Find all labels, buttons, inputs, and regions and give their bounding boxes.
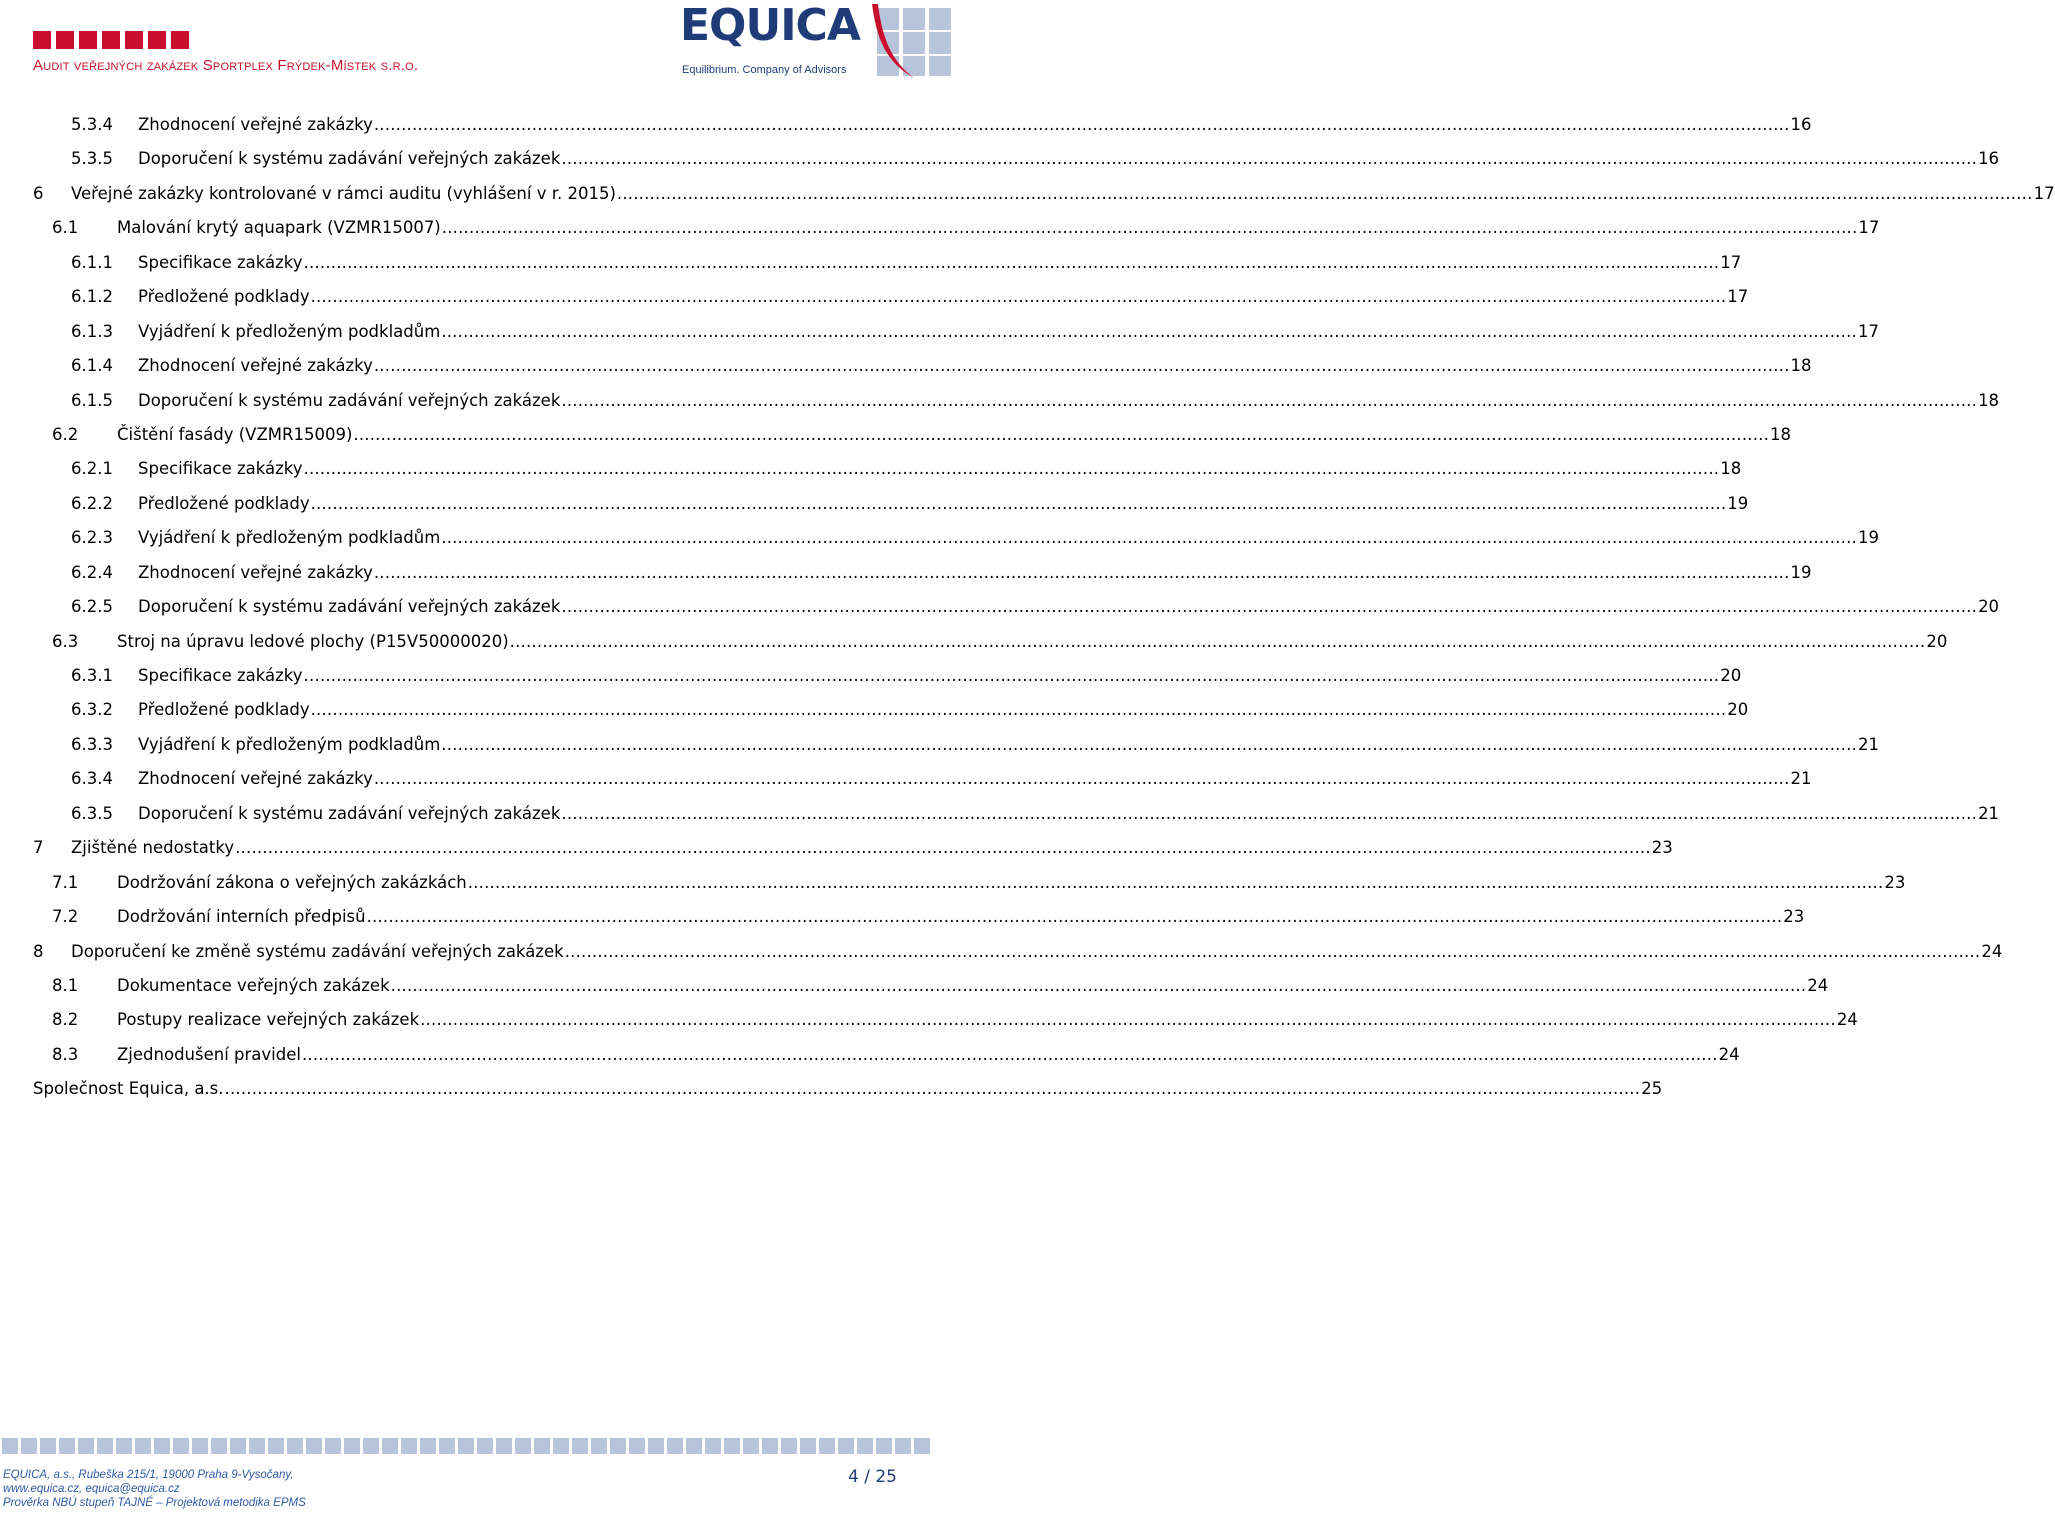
toc-dot-leader: .................................................................................................................................................................................................................................................................... <box>373 115 1790 134</box>
toc-entry-number: 6.3.1 <box>71 666 113 685</box>
toc-entry[interactable] <box>0 211 1880 245</box>
toc-entry-title: Dodržování zákona o veřejných zakázkách <box>117 872 467 892</box>
toc-entry-page: 21 <box>1857 734 1879 754</box>
toc-entry-number: 5.3.5 <box>71 149 113 169</box>
toc-entry[interactable] <box>0 900 1805 934</box>
toc-dot-leader: .................................................................................................................................................................................................................................................................... <box>353 424 1770 444</box>
toc-entry-page: 16 <box>1790 115 1812 134</box>
footer-square <box>344 1438 360 1454</box>
footer-square <box>477 1438 493 1454</box>
toc-entry-title: Předložené podklady <box>138 287 310 307</box>
toc-entry-title: Dodržování interních předpisů <box>117 907 366 927</box>
toc-dot-leader: .................................................................................................................................................................................................................................................................... <box>366 907 1783 927</box>
toc-entry-title: Zhodnocení veřejné zakázky <box>138 769 373 789</box>
toc-entry[interactable] <box>0 315 1879 349</box>
toc-entry-line <box>138 556 1812 590</box>
footer-square <box>135 1438 151 1454</box>
toc-entry-number: 6.1.2 <box>71 287 113 307</box>
toc-entry-number: 6.3.5 <box>71 803 113 823</box>
toc-entry-number: 6.2.5 <box>71 597 113 617</box>
footer-square <box>743 1438 759 1454</box>
toc-entry-title: Malování krytý aquapark (VZMR15007) <box>117 218 441 238</box>
footer-square <box>154 1438 170 1454</box>
toc-entry-line <box>138 487 1749 521</box>
footer-square <box>686 1438 702 1454</box>
footer-square <box>2 1438 18 1454</box>
footer-square <box>192 1438 208 1454</box>
toc-entry-page: 20 <box>1926 631 1948 651</box>
toc-entry-page: 18 <box>1720 459 1742 479</box>
footer-square <box>857 1438 873 1454</box>
toc-entry-title: Dokumentace veřejných zakázek <box>117 975 390 995</box>
header-red-squares <box>33 31 189 49</box>
toc-entry[interactable] <box>0 797 2000 831</box>
toc-dot-leader: .................................................................................................................................................................................................................................................................... <box>561 597 1978 617</box>
header-title: Audit veřejných zakázek Sportplex Frýdek-Místek s.r.o. <box>33 57 419 74</box>
toc-entry-line <box>138 452 1742 486</box>
toc-dot-leader: .................................................................................................................................................................................................................................................................... <box>561 149 1978 169</box>
toc-entry-number: 7.2 <box>52 907 79 927</box>
toc-entry-line <box>138 384 2000 418</box>
toc-entry-page: 18 <box>1978 390 2000 410</box>
toc-entry-number: 7.1 <box>52 872 79 892</box>
toc-entry-number: 8.1 <box>52 975 79 995</box>
toc-entry-number: 6.1.1 <box>71 252 113 272</box>
toc-entry-number: 8.2 <box>52 1010 79 1030</box>
toc-entry-line <box>117 866 1906 900</box>
toc-entry-number: 6 <box>33 183 44 203</box>
toc-entry-page: 24 <box>1981 941 2003 961</box>
toc-dot-leader: .................................................................................................................................................................................................................................................................... <box>310 493 1727 513</box>
toc-entry-line <box>138 659 1742 693</box>
toc-entry[interactable] <box>0 1038 1740 1072</box>
toc-entry-title: Společnost Equica, a.s. <box>33 1079 224 1099</box>
toc-dot-leader: .................................................................................................................................................................................................................................................................... <box>303 459 1720 479</box>
toc-dot-leader: .................................................................................................................................................................................................................................................................... <box>310 700 1727 720</box>
toc-entry-page: 23 <box>1884 872 1906 892</box>
toc-dot-leader: .................................................................................................................................................................................................................................................................... <box>441 218 1858 238</box>
toc-entry-title: Specifikace zakázky <box>138 666 303 685</box>
toc-entry-line <box>138 521 1879 555</box>
toc-entry-page: 19 <box>1727 493 1749 513</box>
footer-contact: www.equica.cz, equica@equica.cz <box>3 1483 180 1495</box>
footer-square <box>249 1438 265 1454</box>
toc-entry[interactable] <box>0 108 1812 142</box>
toc-entry-title: Doporučení k systému zadávání veřejných zakázek <box>138 597 561 617</box>
toc-entry-page: 21 <box>1790 769 1812 789</box>
toc-dot-leader: .................................................................................................................................................................................................................................................................... <box>373 562 1790 582</box>
toc-entry-title: Zjištěné nedostatky <box>71 838 235 858</box>
toc-entry-title: Vyjádření k předloženým podkladům <box>138 734 441 754</box>
toc-entry[interactable] <box>0 659 1742 693</box>
toc-entry[interactable] <box>0 693 1749 727</box>
toc-entry-page: 18 <box>1790 356 1812 376</box>
footer-square <box>572 1438 588 1454</box>
toc-entry-number: 6.2 <box>52 424 79 444</box>
footer-square <box>762 1438 778 1454</box>
toc-entry-number: 6.3 <box>52 631 79 651</box>
toc-entry[interactable] <box>0 177 2055 211</box>
footer-square <box>116 1438 132 1454</box>
toc-entry[interactable] <box>0 556 1812 590</box>
toc-entry-page: 25 <box>1641 1079 1663 1099</box>
footer-square <box>420 1438 436 1454</box>
footer-square <box>705 1438 721 1454</box>
toc-entry-title: Zhodnocení veřejné zakázky <box>138 562 373 582</box>
toc-entry-page: 17 <box>1857 321 1879 341</box>
toc-entry-line <box>138 280 1749 314</box>
toc-entry-title: Postupy realizace veřejných zakázek <box>117 1010 420 1030</box>
toc-dot-leader: .................................................................................................................................................................................................................................................................... <box>441 734 1857 754</box>
footer-square <box>173 1438 189 1454</box>
toc-entry[interactable] <box>0 831 1673 865</box>
toc-entry-line <box>117 1038 1740 1072</box>
toc-dot-leader: .................................................................................................................................................................................................................................................................... <box>373 356 1790 376</box>
toc-entry-title: Předložené podklady <box>138 493 310 513</box>
footer-square <box>800 1438 816 1454</box>
footer-square <box>21 1438 37 1454</box>
footer-square <box>648 1438 664 1454</box>
toc-dot-leader: .................................................................................................................................................................................................................................................................... <box>564 941 1981 961</box>
toc-dot-leader: .................................................................................................................................................................................................................................................................... <box>420 1010 1836 1030</box>
footer-square <box>211 1438 227 1454</box>
toc-entry-number: 6.2.2 <box>71 493 113 513</box>
toc-dot-leader: .................................................................................................................................................................................................................................................................... <box>303 252 1720 272</box>
toc-dot-leader: .................................................................................................................................................................................................................................................................... <box>303 666 1720 685</box>
toc-entry-line <box>138 762 1812 796</box>
toc-entry-page: 17 <box>1858 218 1880 238</box>
toc-entry-page: 21 <box>1978 803 2000 823</box>
toc-entry-title: Předložené podklady <box>138 700 310 720</box>
toc-entry-title: Vyjádření k předloženým podkladům <box>138 528 441 548</box>
footer-square <box>629 1438 645 1454</box>
toc-entry-page: 18 <box>1770 424 1792 444</box>
footer-certification: Prověrka NBÚ stupeň TAJNÉ – Projektová metodika EPMS <box>3 1497 306 1509</box>
toc-entry[interactable] <box>0 349 1812 383</box>
toc-entry-line <box>138 693 1749 727</box>
toc-entry-page: 20 <box>1727 700 1749 720</box>
toc-dot-leader: .................................................................................................................................................................................................................................................................... <box>441 528 1857 548</box>
toc-entry-page: 17 <box>1727 287 1749 307</box>
toc-dot-leader: .................................................................................................................................................................................................................................................................... <box>373 769 1790 789</box>
toc-entry[interactable] <box>0 280 1749 314</box>
toc-entry-number: 7 <box>33 838 44 858</box>
equica-logo <box>680 2 960 82</box>
footer-square <box>363 1438 379 1454</box>
footer-square <box>591 1438 607 1454</box>
toc-dot-leader: .................................................................................................................................................................................................................................................................... <box>390 975 1807 995</box>
toc-entry-page: 17 <box>1720 252 1742 272</box>
toc-entry[interactable] <box>0 1003 1858 1037</box>
toc-dot-leader: .................................................................................................................................................................................................................................................................... <box>561 803 1978 823</box>
toc-entry[interactable] <box>0 384 2000 418</box>
toc-entry[interactable] <box>0 142 2000 176</box>
toc-entry-page: 20 <box>1978 597 2000 617</box>
table-of-contents <box>0 108 2055 1107</box>
toc-entry[interactable] <box>0 762 1812 796</box>
footer-square <box>876 1438 892 1454</box>
footer-square <box>458 1438 474 1454</box>
footer-square <box>914 1438 930 1454</box>
toc-entry-line <box>117 1003 1858 1037</box>
toc-entry-page: 24 <box>1836 1010 1858 1030</box>
footer-square <box>439 1438 455 1454</box>
toc-entry-title: Specifikace zakázky <box>138 459 303 479</box>
toc-entry-number: 6.1.4 <box>71 356 113 376</box>
toc-entry-title: Vyjádření k předloženým podkladům <box>138 321 441 341</box>
toc-entry-page: 19 <box>1857 528 1879 548</box>
toc-entry-title: Doporučení k systému zadávání veřejných zakázek <box>138 803 561 823</box>
toc-entry-line <box>138 142 2000 176</box>
toc-entry-page: 16 <box>1978 149 2000 169</box>
toc-dot-leader: .................................................................................................................................................................................................................................................................... <box>224 1079 1641 1099</box>
toc-dot-leader: .................................................................................................................................................................................................................................................................... <box>616 183 2033 203</box>
toc-dot-leader: .................................................................................................................................................................................................................................................................... <box>467 872 1884 892</box>
toc-entry-number: 8.3 <box>52 1044 79 1064</box>
toc-entry[interactable] <box>0 418 1792 452</box>
toc-entry-page: 24 <box>1807 975 1829 995</box>
toc-entry-line <box>117 418 1792 452</box>
toc-entry-page: 24 <box>1718 1044 1740 1064</box>
footer-square <box>230 1438 246 1454</box>
toc-entry-line <box>138 590 2000 624</box>
toc-entry-title: Zhodnocení veřejné zakázky <box>138 356 373 376</box>
toc-entry-page: 19 <box>1790 562 1812 582</box>
toc-dot-leader: .................................................................................................................................................................................................................................................................... <box>301 1044 1718 1064</box>
footer-square <box>306 1438 322 1454</box>
footer-contact-block <box>3 1468 306 1510</box>
toc-entry[interactable] <box>0 590 2000 624</box>
toc-entry-title: Specifikace zakázky <box>138 252 303 272</box>
toc-entry-page: 23 <box>1783 907 1805 927</box>
footer-square <box>287 1438 303 1454</box>
toc-entry-number: 6.2.3 <box>71 528 113 548</box>
toc-entry-number: 6.2.4 <box>71 562 113 582</box>
toc-entry-title: Čištění fasády (VZMR15009) <box>117 424 353 444</box>
toc-dot-leader: .................................................................................................................................................................................................................................................................... <box>509 631 1926 651</box>
toc-entry-line <box>138 797 2000 831</box>
footer-square <box>534 1438 550 1454</box>
toc-entry-line <box>138 349 1812 383</box>
toc-entry-line <box>117 211 1880 245</box>
footer-square <box>610 1438 626 1454</box>
toc-dot-leader: .................................................................................................................................................................................................................................................................... <box>310 287 1727 307</box>
toc-entry-title: Doporučení k systému zadávání veřejných zakázek <box>138 149 561 169</box>
footer-square <box>667 1438 683 1454</box>
toc-entry-line <box>71 831 1673 865</box>
toc-entry[interactable] <box>0 452 1742 486</box>
toc-entry-number: 8 <box>33 941 44 961</box>
footer-square <box>40 1438 56 1454</box>
toc-entry-number: 6.1 <box>52 218 79 238</box>
footer-address: EQUICA, a.s., Rubeška 215/1, 19000 Praha 9-Vysočany, <box>3 1469 294 1481</box>
footer-square <box>325 1438 341 1454</box>
toc-entry-number: 6.3.3 <box>71 734 113 754</box>
toc-entry[interactable] <box>0 969 1829 1003</box>
toc-entry[interactable] <box>0 487 1749 521</box>
footer-square-band <box>0 1437 930 1455</box>
toc-dot-leader: .................................................................................................................................................................................................................................................................... <box>235 838 1651 858</box>
toc-dot-leader: .................................................................................................................................................................................................................................................................... <box>441 321 1857 341</box>
toc-entry-line <box>138 315 1879 349</box>
logo-swoosh-icon <box>868 2 928 80</box>
toc-entry-line <box>138 246 1742 280</box>
toc-entry[interactable] <box>0 521 1879 555</box>
toc-entry-line <box>117 969 1829 1003</box>
footer-square <box>819 1438 835 1454</box>
toc-entry-line <box>117 625 1948 659</box>
toc-entry[interactable] <box>0 935 2003 969</box>
footer-square <box>496 1438 512 1454</box>
toc-entry-number: 6.3.4 <box>71 769 113 789</box>
toc-entry[interactable] <box>0 1072 1663 1106</box>
footer-square <box>268 1438 284 1454</box>
toc-entry-page: 20 <box>1720 666 1742 685</box>
toc-entry-line <box>138 728 1879 762</box>
footer-square <box>97 1438 113 1454</box>
footer-square <box>553 1438 569 1454</box>
toc-entry-page: 23 <box>1651 838 1673 858</box>
toc-entry[interactable] <box>0 728 1879 762</box>
footer-square <box>382 1438 398 1454</box>
toc-entry-line <box>71 935 2003 969</box>
footer-square <box>78 1438 94 1454</box>
toc-entry-line <box>138 108 1812 142</box>
toc-entry-number: 5.3.4 <box>71 115 113 134</box>
toc-entry-number: 6.3.2 <box>71 700 113 720</box>
footer-square <box>781 1438 797 1454</box>
footer-square <box>59 1438 75 1454</box>
logo-tagline: Equilibrium. Company of Advisors <box>682 64 847 76</box>
footer-square <box>401 1438 417 1454</box>
toc-entry-number: 6.2.1 <box>71 459 113 479</box>
footer-square <box>724 1438 740 1454</box>
logo-wordmark: EQUICA <box>680 0 860 51</box>
toc-entry[interactable] <box>0 246 1742 280</box>
toc-entry-title: Veřejné zakázky kontrolované v rámci auditu (vyhlášení v r. 2015) <box>71 183 616 203</box>
toc-entry-number: 6.1.3 <box>71 321 113 341</box>
page-number: 4 / 25 <box>848 1467 897 1487</box>
toc-entry-title: Zhodnocení veřejné zakázky <box>138 115 373 134</box>
toc-entry-title: Doporučení k systému zadávání veřejných zakázek <box>138 390 561 410</box>
footer-square <box>515 1438 531 1454</box>
toc-entry-line <box>71 177 2055 211</box>
toc-entry-title: Zjednodušení pravidel <box>117 1044 301 1064</box>
toc-entry-title: Doporučení ke změně systému zadávání veřejných zakázek <box>71 941 564 961</box>
toc-entry-line <box>117 900 1805 934</box>
footer-square <box>838 1438 854 1454</box>
footer-square <box>895 1438 911 1454</box>
toc-entry-title: Stroj na úpravu ledové plochy (P15V50000020) <box>117 631 509 651</box>
toc-entry[interactable] <box>0 625 1948 659</box>
toc-dot-leader: .................................................................................................................................................................................................................................................................... <box>561 390 1978 410</box>
toc-entry-page: 17 <box>2033 183 2055 203</box>
toc-entry-line <box>33 1072 1663 1106</box>
toc-entry-number: 6.1.5 <box>71 390 113 410</box>
toc-entry[interactable] <box>0 866 1906 900</box>
